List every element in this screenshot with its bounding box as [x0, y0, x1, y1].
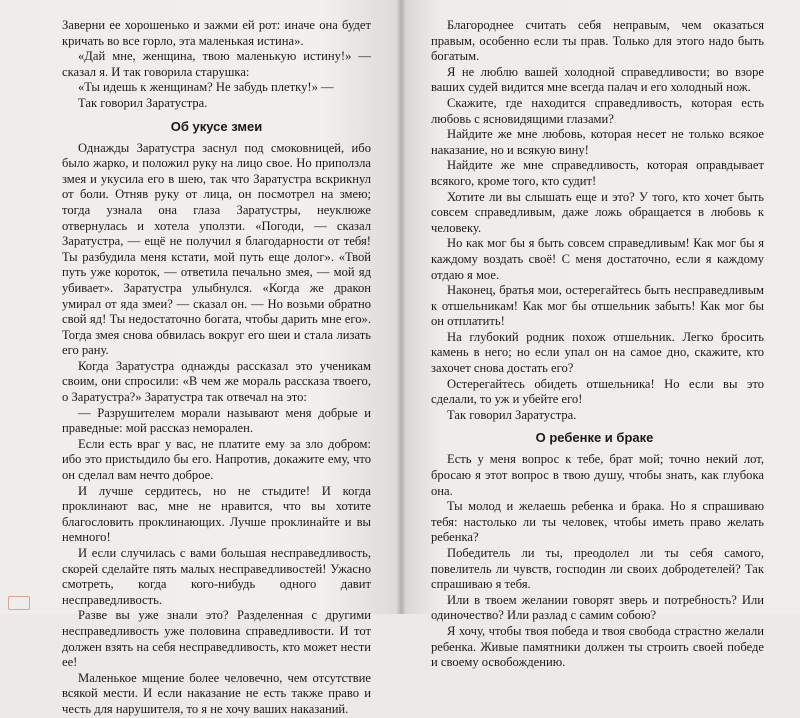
paragraph: На глубокий родник похож отшельник. Легко бросить камень в него; но если упал он на самое дно, скажите, кто захочет снова достать его? [431, 329, 764, 376]
paragraph: Ты молод и желаешь ребенка и брака. Но я спрашиваю тебя: настолько ли ты человек, чтобы иметь право желать ребенка? [431, 499, 764, 545]
paragraph: Скажите, где находится справедливость, которая есть любовь с ясновидящими глазами? [431, 95, 764, 126]
section-heading: Об укусе змеи [170, 118, 263, 134]
paragraph: — Разрушителем морали называют меня добрые и праведные: мой рассказ неморален. [62, 405, 371, 436]
paragraph: Найдите же мне любовь, которая несет не только всякое наказание, но и всякую вину! [431, 127, 764, 157]
paragraph: Разве вы уже знали это? Разделенная с другими несправедливость уже половина справедливости. И тот должен взять на себя несправедливость, кто может нести ее! [62, 608, 371, 670]
paragraph: Наконец, братья мои, остерегайтесь быть несправедливым к отшельникам! Как мог бы отшельник забыть! Как мог бы он отплатить! [431, 283, 764, 329]
paragraph: Есть у меня вопрос к тебе, брат мой; точно некий лот, бросаю я этот вопрос в твою душу, чтобы знать, как глубока она. [431, 452, 764, 498]
paragraph: Хотите ли вы слышать еще и это? У того, кто хочет быть совсем справедливым, даже ложь обращается в любовь к человеку. [431, 189, 764, 235]
section-heading: О ребенке и браке [535, 430, 654, 446]
paragraph: Но как мог бы я быть совсем справедливым! Как мог бы я каждому воздать своё! С меня достаточно, если я каждому отдаю я мое. [431, 236, 764, 282]
paragraph: И лучше сердитесь, но не стыдите! И когда проклинают вас, мне не нравится, что вы хотите благословить проклинающих. Лучше проклинайте и вы немного! [62, 483, 371, 545]
paragraph: Маленькое мщение более человечно, чем отсутствие всякой мести. И если наказание не есть также право и честь для нарушителя, то я не хочу ваших наказаний. [62, 670, 371, 716]
paragraph: Найдите же мне справедливость, которая оправдывает всякого, кроме того, кто судит! [431, 158, 764, 188]
right-page [401, 0, 800, 670]
paragraph: Благороднее считать себя неправым, чем оказаться правым, особенно если ты прав. Только для этого надо быть богатым. [431, 18, 764, 64]
paragraph: Однажды Заратустра заснул под смоковницей, ибо было жарко, и положил руку на лицо свое. Но приползла змея и укусила его в шею, так что Заратустра вскрикнул от боли. Отняв руку от лица, он посмотрел на змею; тогда узнала она глаза Заратустры, неуклюже отвернулась и хотела уползти. «Погоди, — сказал Заратустра, — ещё не получил я благодарности от тебя! Ты разбудила меня кстати, мой путь еще долог». «Твой путь уже короток, — ответила печально змея, — мой яд убивает». Заратустра улыбнулся. «Когда же дракон умирал от яда змеи? — сказал он. — Но возьми обратно свой яд! Ты недостаточно богата, чтобы дарить мне его». Тогда змея снова обвилась вокруг его шеи и стала лизать его рану. [62, 140, 371, 358]
paragraph: «Дай мне, женщина, твою маленькую истину!» — сказал я. И так говорила старушка: [62, 49, 371, 79]
paragraph: «Ты идешь к женщинам? Не забудь плетку!» — [78, 80, 334, 95]
paragraph: Так говорил Заратустра. [78, 95, 208, 110]
paragraph: Остерегайтесь обидеть отшельника! Но если вы это сделали, то уж и убейте его! [431, 376, 764, 407]
paragraph: Заверни ее хорошенько и зажми ей рот: иначе она будет кричать во все горло, эта маленькая истина». [62, 18, 371, 48]
left-page [0, 0, 401, 716]
paragraph: Или в твоем желании говорят зверь и потребность? Или одиночество? Или разлад с самим собою? [431, 592, 764, 623]
paragraph: Если есть враг у вас, не платите ему за зло добром: ибо это пристыдило бы его. Напротив, докажите ему, что он сделал вам нечто доброе. [62, 436, 371, 483]
paragraph: Когда Заратустра однажды рассказал это ученикам своим, они спросили: «В чем же мораль рассказа твоего, о Заратустра?» Заратустра так отвечал на это: [62, 358, 371, 405]
paragraph: Я хочу, чтобы твоя победа и твоя свобода страстно желали ребенка. Живые памятники должен ты строить своей победе и своему освобождению. [431, 623, 764, 670]
book-gutter [396, 0, 406, 614]
paragraph: Победитель ли ты, преодолел ли ты себя самого, повелитель ли чувств, господин ли своих добродетелей? Так спрашиваю я тебя. [431, 546, 764, 592]
corner-stamp [8, 596, 30, 610]
paragraph: И если случилась с вами большая несправедливость, скорей сделайте пять малых несправедливостей! Ужасно смотреть, когда кого-нибудь одного давит несправедливость. [62, 546, 371, 607]
paragraph: Я не люблю вашей холодной справедливости; во взоре ваших судей видится мне всегда палач и его холодный нож. [431, 64, 764, 95]
paragraph: Так говорил Заратустра. [447, 407, 577, 422]
